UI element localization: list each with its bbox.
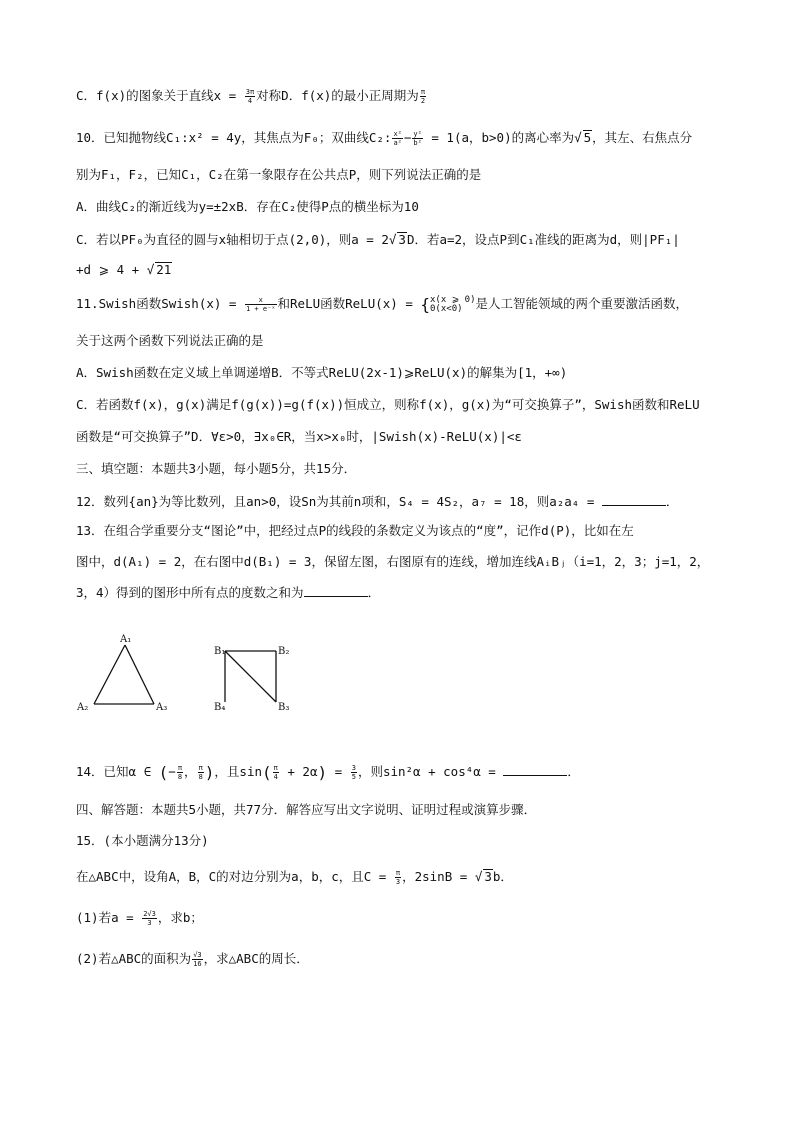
vertex-label-b1: B₁ xyxy=(214,646,226,657)
fraction: $\frac{\pi}{8}$ xyxy=(177,764,183,781)
question-15-header: 15．(本小题满分13分) xyxy=(76,833,209,848)
vertex-label-a2: A₂ xyxy=(77,702,89,713)
question-13-stem-end: 3，4）得到的图形中所有点的度数之和为 ． xyxy=(76,585,381,600)
vertex-label-a3: A₃ xyxy=(156,702,168,713)
question-15-part-2: (2)若△ABC的面积为 $\frac{√3}{16}$ ，求△ABC的周长． xyxy=(76,951,309,968)
fraction: $\frac{\pi}{4}$ xyxy=(273,764,278,781)
answer-blank xyxy=(304,583,368,597)
vertex-label-b3: B₃ xyxy=(278,702,290,713)
vertex-label-b4: B₄ xyxy=(214,702,226,713)
fraction: $\frac{3\pi}{4}$ xyxy=(245,88,255,105)
question-10-option-d-cont: +d ⩾ 4 + √ 21 xyxy=(76,262,172,277)
question-11-stem-cont: 关于这两个函数下列说法正确的是 xyxy=(76,333,264,348)
vertex-label-b2: B₂ xyxy=(278,646,290,657)
question-11-option-d: 函数是“可交换算子”D．∀ε>0，∃x₀∈R，当x>x₀时，|Swish(x)-ReLU(x)|<ε xyxy=(76,429,522,444)
vertex-label-a1: A₁ xyxy=(120,634,132,645)
question-12: 12．数列{an}为等比数列，且an>0，设Sn为其前n项和，S₄ = 4S₂，a₇ = 18，则a₂a₄ = ． xyxy=(76,494,679,509)
fraction: $\frac{\pi}{8}$ xyxy=(198,764,203,781)
graph-figure xyxy=(70,632,310,718)
fraction: $\frac{x}{\text{1 + e⁻ˣ}}$ xyxy=(246,296,276,313)
piecewise-cases: x(x ⩾ 0) 0(x<0) xyxy=(430,294,476,314)
question-10-stem: 10．已知抛物线C₁:x² = 4y，其焦点为F₀；双曲线C₂: $\frac{\text{x²}}{\text{a²}}$ − $\frac{\text{y²}}{\text{b²}}$ = 1(a，b>0)的离心率为√ 5，其左、右焦点分 xyxy=(76,130,693,147)
question-11-stem: 11.Swish函数Swish(x) = $\frac{x}{\text{1 + e⁻ˣ}}$ 和ReLU函数ReLU(x) = { x(x ⩾ 0) 0(x<0) 是人工智能领域的两个重要激活函数， xyxy=(76,294,689,314)
fraction: $\frac{\text{y²}}{\text{b²}}$ xyxy=(413,130,422,147)
question-13-stem-cont: 图中，d(A₁) = 2，在右图中d(B₁) = 3，保留左图，右图原有的连线，增加连线AᵢBⱼ（i=1，2，3；j=1，2， xyxy=(76,554,710,569)
fraction: $\frac{√3}{16}$ xyxy=(193,951,202,968)
question-11-option-c: C．若函数f(x)，g(x)满足f(g(x))=g(f(x))恒成立，则称f(x)，g(x)为“可交换算子”，Swish函数和ReLU xyxy=(76,397,700,412)
question-10-stem-cont: 别为F₁，F₂，已知C₁，C₂在第一象限存在公共点P，则下列说法正确的是 xyxy=(76,167,482,182)
triangle-a-figure xyxy=(76,634,167,713)
answer-blank xyxy=(602,492,666,506)
answer-blank xyxy=(503,762,567,776)
question-10-option-ab: A．曲线C₂的渐近线为y=±2xB．存在C₂使得P点的横坐标为10 xyxy=(76,199,419,214)
question-10-option-cd: C．若以PF₀为直径的圆与x轴相切于点(2,0)，则a = 2√ 3D．若a=2，设点P到C₁准线的距离为d，则|PF₁| xyxy=(76,232,680,247)
question-15-stem: 在△ABC中，设角A，B，C的对边分别为a，b，c，且C = $\frac{\pi}{3}$ ，2sinB = √ 3b． xyxy=(76,869,513,886)
line-option-cd-9: C．f(x)的图象关于直线x = $\frac{3\pi}{4}$ 对称D．f(x)的最小正周期为 $\frac{\pi}{2}$ xyxy=(76,88,426,105)
question-13-stem: 13．在组合学重要分支“图论”中，把经过点P的线段的条数定义为该点的“度”，记作d(P)，比如在左 xyxy=(76,523,634,538)
fraction: $\frac{2√3}{3}$ xyxy=(143,910,156,927)
fraction: $\frac{3}{5}$ xyxy=(351,764,356,781)
fraction: $\frac{\pi}{3}$ xyxy=(395,869,401,886)
question-11-option-ab: A．Swish函数在定义域上单调递增B．不等式ReLU(2x-1)⩾ReLU(x)的解集为[1，+∞) xyxy=(76,365,568,380)
fraction: $\frac{\pi}{2}$ xyxy=(420,88,426,105)
question-15-part-1: (1)若a = $\frac{2√3}{3}$ ，求b； xyxy=(76,910,203,927)
section-4-heading: 四、解答题：本题共5小题，共77分．解答应写出文字说明、证明过程或演算步骤． xyxy=(76,802,537,817)
section-3-heading: 三、填空题：本题共3小题，每小题5分，共15分． xyxy=(76,461,357,476)
square-b-figure xyxy=(214,646,289,713)
fraction: $\frac{\text{x²}}{\text{a²}}$ xyxy=(393,130,402,147)
question-14: 14．已知α ∈ (− $\frac{\pi}{8}$ ， $\frac{\pi}{8}$ )，且sin( $\frac{\pi}{4}$ + 2α) = $\frac{3}{5}$ ，则sin²α + cos⁴α = ． xyxy=(76,763,580,782)
